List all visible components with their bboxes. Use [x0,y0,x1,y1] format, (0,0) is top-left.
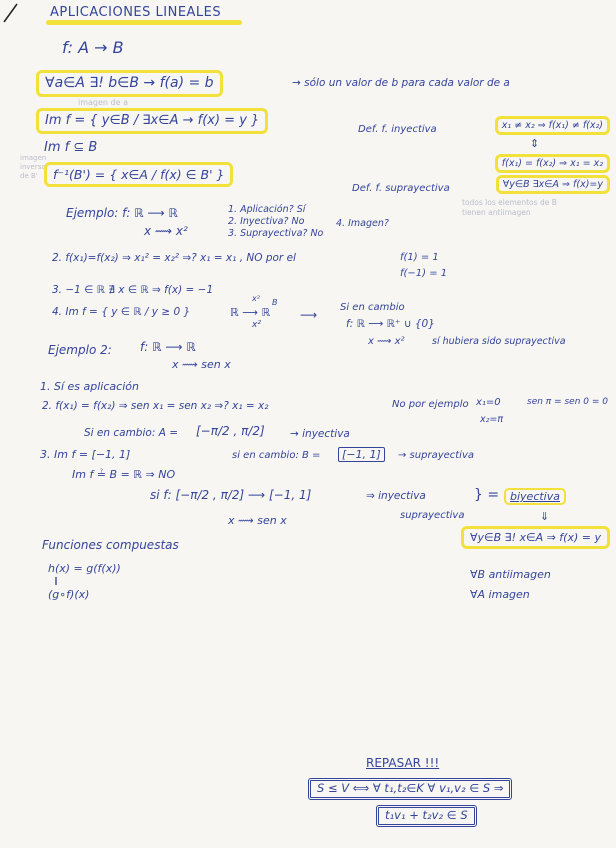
imagen-subset: Im f ⊆ B [44,140,98,155]
ejemplo2-note-2: ∀A imagen [470,588,530,601]
ejemplo2-rule: x ⟿ sen x [172,358,231,371]
compuestas-eq-mark: ‖ [54,576,58,585]
def-suprayectiva: ∀y∈B ∃x∈A ⇒ f(x)=y [496,175,610,194]
suprayectiva-label: Def. f. suprayectiva [352,183,450,194]
hint-imagen: imagen de a [78,98,128,107]
ejemplo2-x1: x₁=0 [476,397,501,408]
title-highlight [46,20,242,25]
ejemplo1-question-3: 3. Suprayectiva? No [228,228,324,239]
ejemplo1-a4-map: ℝ ⟶ ℝ [230,306,271,319]
ejemplo1-rule: x ⟿ x² [144,224,188,238]
ejemplo1-alt-4: sí hubiera sido suprayectiva [432,336,566,347]
ejemplo2-map: f: ℝ ⟶ ℝ [140,340,196,354]
ejemplo2-head: Ejemplo 2: [48,343,112,357]
ejemplo2-answer-3: 3. Im f = [−1, 1] [40,448,131,461]
hint-inversa-3: de B' [20,172,38,180]
ejemplo1-answer-3: 3. −1 ∈ ℝ ∄ x ∈ ℝ ⇒ f(x) = −1 [52,284,214,296]
ejemplo2-biyectiva: biyectiva [504,488,566,505]
ejemplo1-a4-arrow: ⟶ [300,308,318,322]
ejemplo1-a4-map-top: x² [252,294,260,303]
compuestas-title: Funciones compuestas [42,538,179,552]
def-inyectiva-alt: f(x₁) = f(x₂) ⇒ x₁ = x₂ [495,154,610,173]
ejemplo2-restricted: si f: [−π/2 , π/2] ⟶ [−1, 1] [150,488,312,502]
ejemplo1-alt-3: x ⟿ x² [368,336,405,347]
ejemplo1-alt-1: Si en cambio [340,302,405,313]
def-inyectiva: x₁ ≠ x₂ ⇒ f(x₁) ≠ f(x₂) [495,116,610,135]
hint-suprayectiva-2: tienen antiimagen [462,208,531,217]
ejemplo2-x2: x₂=π [480,414,504,425]
ejemplo2-surj: suprayectiva [400,510,465,521]
repasar-line-2: t₁v₁ + t₂v₂ ∈ S [376,805,477,827]
page-title: APLICACIONES LINEALES [50,5,222,20]
compuestas-h: h(x) = g(f(x)) [48,562,121,575]
repasar-title: REPASAR !!! [366,756,440,770]
ejemplo2-fix-interval: [−π/2 , π/2] [196,424,265,438]
hint-inversa-2: inversa [20,163,46,171]
ejemplo2-restricted-rule: x ⟿ sen x [228,514,287,527]
ejemplo2-note-1: ∀B antiimagen [470,568,551,581]
hint-suprayectiva-1: todos los elementos de B [462,198,557,207]
ejemplo1-counter-2: f(−1) = 1 [400,268,448,279]
ejemplo2-fix-result: → inyectiva [290,428,350,440]
ejemplo1-question-4: 4. Imagen? [336,218,389,229]
equiv-arrow: ⇕ [530,137,540,150]
ejemplo1-question-2: 2. Inyectiva? No [228,216,305,227]
hint-inversa-1: imagen [20,154,47,162]
def-aplicacion: ∀a∈A ∃! b∈B → f(a) = b [36,70,223,97]
def-aplicacion-note: → sólo un valor de b para cada valor de a [292,77,510,89]
ejemplo1-a4-map-bottom: x² [252,320,261,330]
ejemplo2-answer-1: 1. Sí es aplicación [40,380,139,393]
corner-mark [0,0,24,24]
ejemplo2-down-arrow: ⇓ [540,510,550,523]
ejemplo1-answer-4: 4. Im f = { y ∈ ℝ / y ≥ 0 } [52,306,191,318]
inyectiva-label: Def. f. inyectiva [358,124,437,135]
ejemplo1-answer-2: 2. f(x₁)=f(x₂) ⇒ x₁² = x₂² ⇒? x₁ = x₁ , NO por el [52,252,296,264]
ejemplo2-inj: ⇒ inyectiva [366,490,426,502]
ejemplo2-a3-fix-label: si en cambio: B = [232,450,321,461]
def-biyectiva: ∀y∈B ∃! x∈A ⇒ f(x) = y [461,526,610,549]
ejemplo1-head: Ejemplo: f: ℝ ⟶ ℝ [66,206,179,220]
ejemplo2-a3-fix-result: → suprayectiva [398,450,475,461]
mapping: f: A → B [62,38,124,57]
ejemplo2-no: No por ejemplo [392,399,469,410]
repasar-line-1: S ≤ V ⟺ ∀ t₁,t₂∈K ∀ v₁,v₂ ∈ S ⇒ [308,778,512,800]
ejemplo2-fix-label: Si en cambio: A = [84,427,179,439]
ejemplo2-brace: } = [474,487,500,503]
compuestas-gf: (g∘f)(x) [48,588,90,601]
ejemplo1-counter-1: f(1) = 1 [400,252,439,263]
ejemplo2-eq: sen π = sen 0 = 0 [527,397,608,407]
ejemplo2-a3-check: Im f ≟ B = ℝ ⇒ NO [72,468,176,481]
ejemplo2-answer-2: 2. f(x₁) = f(x₂) ⇒ sen x₁ = sen x₂ ⇒? x₁ = x₂ [42,400,269,412]
def-imagen: Im f = { y∈B / ∃x∈A → f(x) = y } [36,108,268,134]
def-inversa: f⁻¹(B') = { x∈A / f(x) ∈ B' } [44,162,233,187]
ejemplo2-a3-fix-interval: [−1, 1] [338,447,385,462]
ejemplo1-question-1: 1. Aplicación? Sí [228,204,306,215]
ejemplo1-a4-map-sup: B [272,298,278,307]
ejemplo1-alt-2: f: ℝ ⟶ ℝ⁺ ∪ {0} [346,318,435,330]
